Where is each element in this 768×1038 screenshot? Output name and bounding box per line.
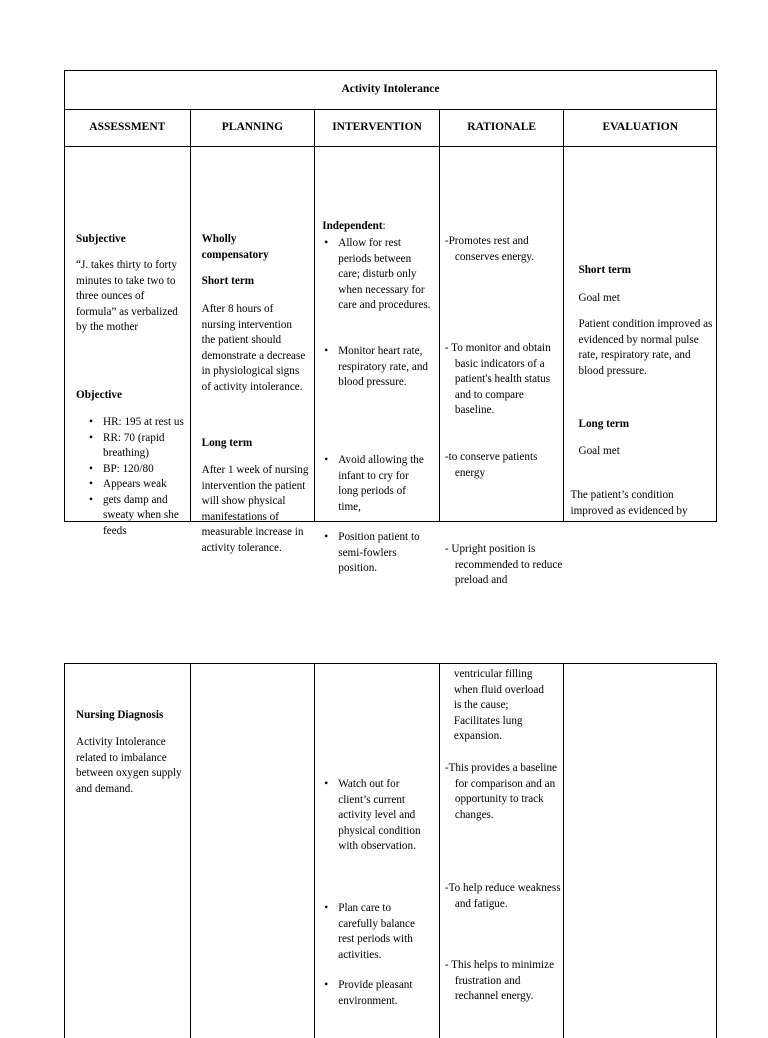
header-rationale: RATIONALE <box>440 109 565 146</box>
objective-label: Objective <box>76 389 122 401</box>
rationale-item: -To help reduce weakness and fatigue. <box>444 882 561 910</box>
planning-short-label: Short term <box>201 275 255 287</box>
header-intervention: INTERVENTION <box>315 109 440 146</box>
header-row <box>65 109 716 147</box>
subjective-text: “J. takes thirty to forty minutes to take two to three ounces of formula” as verbalized by the mother <box>76 259 178 333</box>
intervention-item: • Monitor heart rate, respiratory rate, and blood pressure. <box>323 344 433 391</box>
continuation-row <box>65 664 716 1038</box>
evaluation-short-label: Short term <box>578 264 631 276</box>
table-title: Activity Intolerance <box>65 71 716 110</box>
care-plan-table-page-2 <box>64 663 717 1038</box>
intervention-list-a <box>323 236 433 314</box>
rationale-cell-continued <box>440 664 565 1038</box>
intervention-item: • Plan care to carefully balance rest periods with activities. <box>323 901 427 963</box>
rationale-cell <box>440 146 565 586</box>
planning-cell <box>191 146 316 554</box>
planning-short-text: After 8 hours of nursing intervention the patient should demonstrate a decrease in physiological signs of activity intolerance. <box>201 303 306 393</box>
evaluation-cell-continued <box>564 664 716 1038</box>
independent-label: Independent: <box>322 220 386 232</box>
objective-item: • gets damp and sweaty when she feeds <box>88 493 184 540</box>
intervention-item: • Watch out for client’s current activity level and physical condition with observation. <box>323 777 433 855</box>
rationale-item: -This provides a baseline for comparison and an opportunity to track changes. <box>444 762 558 821</box>
subjective-label: Subjective <box>76 233 126 245</box>
objective-item: • HR: 195 at rest us <box>88 415 184 431</box>
rationale-item: - This helps to minimize frustration and rechannel energy. <box>444 959 555 1002</box>
evaluation-long-result: Goal met <box>578 445 620 457</box>
body-row <box>65 146 716 586</box>
evaluation-long-text: The patient’s condition improved as evidenced by <box>570 489 688 517</box>
intervention-list-g <box>323 978 427 1009</box>
evaluation-short-text: Patient condition improved as evidenced by normal pulse rate, respiratory rate, and blood pressure. <box>578 318 713 377</box>
intervention-item: • Allow for rest periods between care; disturb only when necessary for care and procedures. <box>323 236 433 314</box>
assessment-cell <box>65 146 191 537</box>
intervention-list-c <box>323 453 427 515</box>
rationale-item: -to conserve patients energy <box>444 451 538 479</box>
objective-item: • RR: 70 (rapid breathing) <box>88 431 184 462</box>
planning-type: Wholly compensatory <box>201 233 269 261</box>
intervention-item: • Provide pleasant environment. <box>323 978 427 1009</box>
objective-list <box>88 415 184 539</box>
intervention-list-b <box>323 344 433 391</box>
evaluation-long-label: Long term <box>578 418 630 430</box>
evaluation-cell <box>564 146 716 521</box>
planning-long-text: After 1 week of nursing intervention the patient will show physical manifestations of measurable increase in activity tolerance. <box>201 464 309 554</box>
intervention-cell-continued <box>315 664 440 1038</box>
objective-item: • Appears weak <box>88 477 184 493</box>
planning-cell-continued <box>191 664 316 1038</box>
rationale-item: -Promotes rest and conserves energy. <box>444 235 535 263</box>
evaluation-short-result: Goal met <box>578 292 620 304</box>
objective-item: • BP: 120/80 <box>88 462 184 478</box>
rationale-item: ventricular filling when fluid overload is the cause; Facilitates lung expansion. <box>453 668 544 742</box>
planning-long-label: Long term <box>201 437 253 449</box>
intervention-list-d <box>323 530 427 577</box>
care-plan-table-page-1 <box>64 70 717 586</box>
nursing-diagnosis-text: Activity Intolerance related to imbalance between oxygen supply and demand. <box>76 736 182 795</box>
intervention-item: • Avoid allowing the infant to cry for long periods of time, <box>323 453 427 515</box>
header-evaluation: EVALUATION <box>602 120 679 133</box>
intervention-item: • Position patient to semi-fowlers position. <box>323 530 427 577</box>
nursing-diagnosis-label: Nursing Diagnosis <box>76 709 164 721</box>
intervention-list-f <box>323 901 427 963</box>
assessment-cell-continued <box>65 664 191 1038</box>
rationale-item: - Upright position is recommended to reduce preload and <box>444 543 563 586</box>
intervention-cell <box>315 146 440 574</box>
rationale-item: - To monitor and obtain basic indicators of a patient's health status and to compare baseline. <box>444 342 551 416</box>
intervention-list-e <box>323 777 433 855</box>
header-assessment: ASSESSMENT <box>65 109 191 146</box>
header-planning: PLANNING <box>191 109 316 146</box>
